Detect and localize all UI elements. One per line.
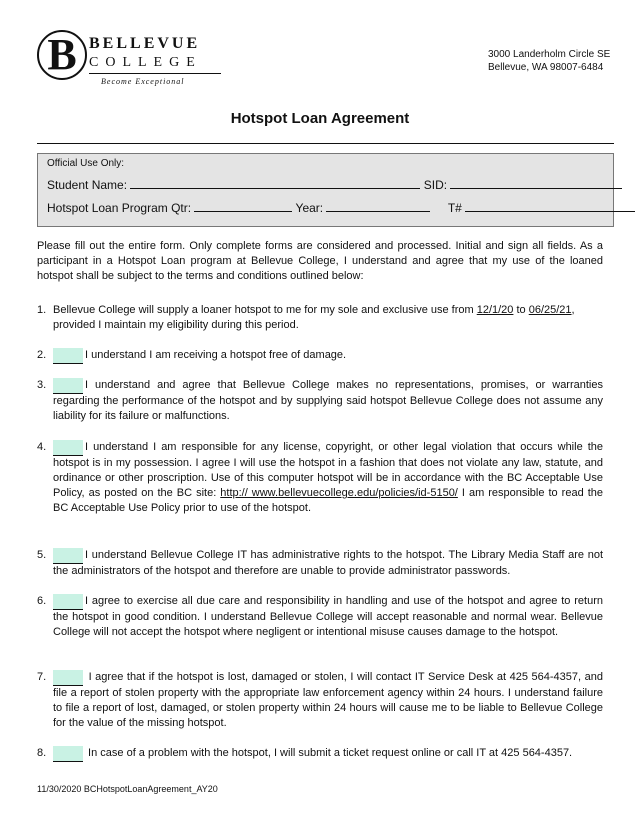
qtr-field[interactable] [194, 200, 292, 212]
student-row [47, 177, 622, 192]
initial-field[interactable] [53, 746, 83, 762]
sid-label: SID: [423, 178, 448, 192]
agreement-item-8 [37, 746, 603, 762]
item-text: I agree to exercise all due care and responsibility in handling and use of the hotspot and agree to return the hotspot in good condition. I understand Bellevue College will accept reasonable and normal wear. Bellevue College will not accept the hotspot where negligent or intentional misuse causes damage to the hotspot. [53, 595, 603, 638]
acceptable-use-policy-link[interactable]: http:// www.bellevuecollege.edu/policies/id-5150/ [220, 487, 458, 499]
document-footer: 11/30/2020 BCHotspotLoanAgreement_AY20 [37, 784, 218, 794]
logo-tagline: Become Exceptional [101, 77, 185, 86]
item-text: I understand and agree that Bellevue College makes no representations, promises, or warranties regarding the performance of the hotspot and by supplying said hotspot Bellevue College does not assume any liability for its failure or malfunctions. [53, 379, 603, 422]
start-date: 12/1/20 [476, 304, 514, 316]
logo-rule [89, 73, 221, 74]
bellevue-college-logo [37, 30, 227, 90]
t-number-field[interactable] [465, 200, 635, 212]
logo-college: COLLEGE [89, 55, 202, 70]
item-number: 4. [37, 441, 47, 453]
item-text: I understand I am responsible for any license, copyright, or other legal violation that occurs while the hotspot is in my possession. I agree I will use the hotspot in a fashion that does not violate any law, statute, and ordinance or other proscription. Use of this computer hotspot will be in accordance with the BC Acceptable Use Policy, as posted on the BC site: [53, 441, 603, 499]
year-field[interactable] [326, 200, 430, 212]
item-text: to [513, 304, 529, 316]
logo-monogram: B [37, 30, 87, 80]
sid-field[interactable] [450, 177, 622, 189]
initial-field[interactable] [53, 670, 83, 686]
item-text: Bellevue College will supply a loaner hotspot to me for my sole and exclusive use from [53, 304, 477, 316]
program-qtr-label: Hotspot Loan Program Qtr: [47, 201, 192, 215]
intro-paragraph: Please fill out the entire form. Only complete forms are considered and processed. Initial and sign all fields. As a participant in a Hotspot Loan program at Bellevue College, I understand and agree that my use of the loaned hotspot shall be subject to the terms and conditions outlined below: [37, 240, 603, 282]
item-number: 8. [37, 747, 47, 759]
address-line-2: Bellevue, WA 98007-6484 [488, 62, 604, 73]
agreement-item-5 [37, 548, 603, 579]
agreement-item-3 [37, 378, 603, 424]
item-number: 3. [37, 379, 47, 391]
item-number: 5. [37, 549, 47, 561]
document-title: Hotspot Loan Agreement [230, 110, 410, 127]
item-number: 6. [37, 595, 47, 607]
college-address [488, 48, 610, 74]
initial-field[interactable] [53, 594, 83, 610]
initial-field[interactable] [53, 348, 83, 364]
item-text: , provided I maintain my eligibility during this period. [53, 304, 575, 331]
item-number: 1. [37, 304, 47, 316]
item-text: I understand I am receiving a hotspot free of damage. [85, 349, 347, 361]
t-number-label: T# [447, 201, 462, 215]
agreement-item-4 [37, 440, 603, 516]
program-row [47, 200, 635, 215]
initial-field[interactable] [53, 548, 83, 564]
item-text: I understand Bellevue College IT has administrative rights to the hotspot. The Library Media Staff are not the administrators of the hotspot and therefore are unable to provide administrator passwords. [53, 549, 603, 577]
initial-field[interactable] [53, 378, 83, 394]
item-text: I agree that if the hotspot is lost, damaged or stolen, I will contact IT Service Desk at 425 564-4357, and file a report of stolen property with the appropriate law enforcement agency within 24 hours. I understand failure to file a report of lost, damaged, or stolen property within 24 hours will cause me to be liable to Bellevue College for the value of the missing hotspot. [53, 671, 603, 729]
agreement-item-1 [37, 303, 603, 333]
item-number: 7. [37, 671, 47, 683]
item-text: I am responsible to read the BC Acceptable Use Policy prior to use of the hotspot. [53, 487, 603, 514]
official-use-label: Official Use Only: [47, 158, 125, 169]
agreement-item-7 [37, 670, 603, 731]
initial-field[interactable] [53, 440, 83, 456]
item-number: 2. [37, 349, 47, 361]
official-use-box [37, 153, 614, 227]
item-text: In case of a problem with the hotspot, I will submit a ticket request online or call IT at 425 564-4357. [85, 747, 573, 759]
address-line-1: 3000 Landerholm Circle SE [488, 49, 611, 60]
end-date: 06/25/21 [528, 304, 572, 316]
student-name-label: Student Name: [47, 178, 128, 192]
logo-name: BELLEVUE [89, 35, 201, 52]
agreement-item-6 [37, 594, 603, 640]
agreement-item-2 [37, 348, 603, 364]
title-divider [37, 143, 614, 144]
year-label: Year: [295, 201, 324, 215]
student-name-field[interactable] [130, 177, 420, 189]
